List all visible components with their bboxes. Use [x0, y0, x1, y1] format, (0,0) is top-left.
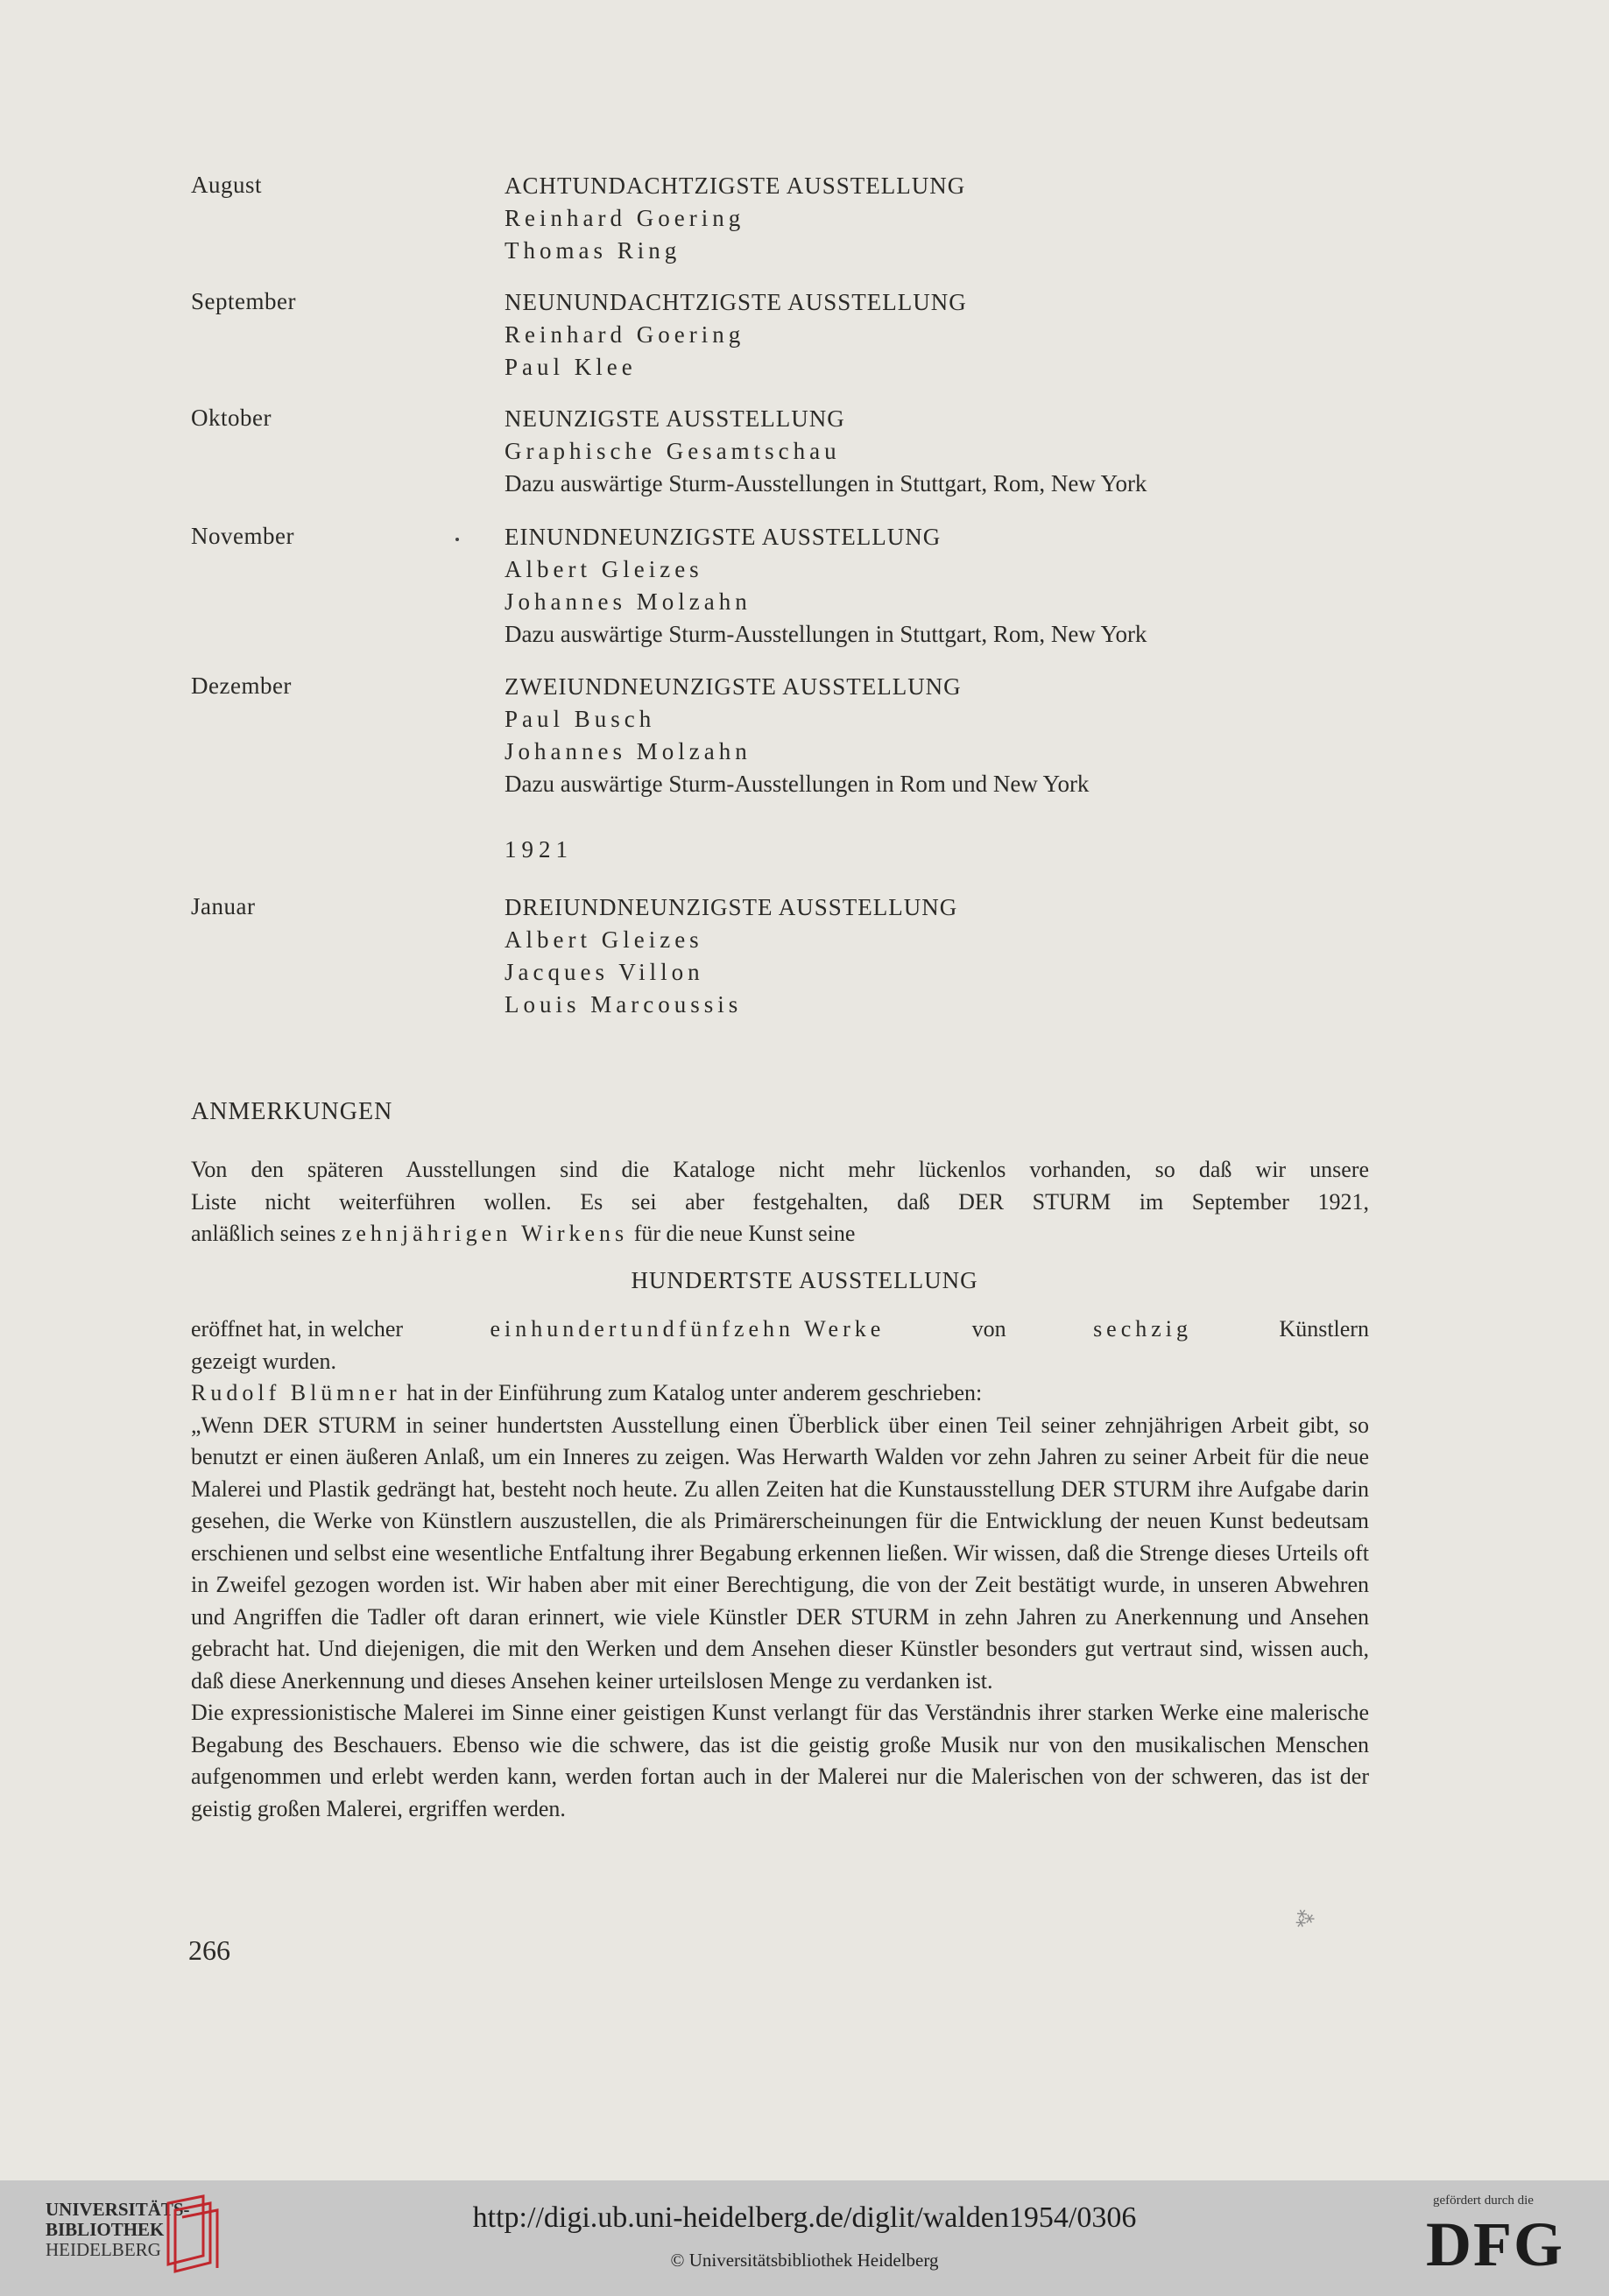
text-run: eröffnet hat, in welcher	[191, 1316, 404, 1342]
notes-paragraph	[191, 1314, 1369, 1825]
permalink-url[interactable]: http://digi.ub.uni-heidelberg.de/diglit/walden1954/0306	[472, 2201, 1137, 2234]
text-line	[191, 1314, 1369, 1346]
exhibition-title: NEUNUNDACHTZIGSTE AUSSTELLUNG	[505, 289, 967, 315]
artist-name: Louis Marcoussis	[505, 991, 743, 1018]
month-label: Oktober	[191, 405, 272, 431]
artist-name: Jacques Villon	[505, 959, 704, 985]
text-line: Von den späteren Ausstellungen sind die Kataloge nicht mehr lückenlos vorhanden, so daß wir unsere	[191, 1157, 1369, 1182]
text-run: Künstlern	[1279, 1316, 1369, 1342]
exhibition-note: Dazu auswärtige Sturm-Ausstellungen in Stuttgart, Rom, New York	[505, 621, 1147, 647]
text-run: für die neue Kunst seine	[633, 1221, 856, 1246]
artist-name: Paul Busch	[505, 706, 656, 732]
artist-name: Albert Gleizes	[505, 556, 703, 582]
artist-name: Reinhard Goering	[505, 205, 745, 231]
text-line: gezeigt wurden.	[191, 1348, 337, 1374]
library-line: HEIDELBERG	[46, 2239, 161, 2260]
exhibition-title: DREIUNDNEUNZIGSTE AUSSTELLUNG	[505, 894, 958, 920]
exhibition-title: ACHTUNDACHTZIGSTE AUSSTELLUNG	[505, 173, 966, 199]
artist-name: Reinhard Goering	[505, 321, 745, 348]
notes-paragraph	[191, 1154, 1369, 1250]
text-run: von	[971, 1316, 1006, 1342]
artist-name: Johannes Molzahn	[505, 588, 752, 615]
exhibition-entry	[505, 403, 1147, 500]
funded-by-label: gefördert durch die	[1433, 2194, 1534, 2208]
text-line	[191, 1377, 1369, 1410]
text-run: anläßlich seines	[191, 1221, 336, 1246]
exhibition-entry	[505, 521, 1147, 651]
text-run: hat in der Einführung zum Katalog unter anderem geschrieben:	[406, 1380, 983, 1405]
notes-heading: ANMERKUNGEN	[191, 1098, 393, 1125]
exhibition-note: Dazu auswärtige Sturm-Ausstellungen in Stuttgart, Rom, New York	[505, 470, 1147, 497]
exhibition-title: NEUNZIGSTE AUSSTELLUNG	[505, 405, 845, 432]
artist-name: Paul Klee	[505, 354, 637, 380]
spaced-text: zehnjährigen Wirkens	[341, 1221, 629, 1246]
pencil-mark: ⁂	[1290, 1904, 1318, 1933]
text-line	[191, 1218, 1369, 1250]
month-label: August	[191, 172, 263, 198]
library-line: UNIVERSITÄTS-	[46, 2199, 190, 2220]
exhibition-title: ZWEIUNDNEUNZIGSTE AUSSTELLUNG	[505, 673, 962, 700]
final-paragraph: Die expressionistische Malerei im Sinne einer geistigen Kunst verlangt für das Verständnis ihrer starken Werke eine malerische Begabung des Beschauers. Ebenso wie die schwere, das ist die geistig große Musik nur von den musikalischen Menschen aufgenommen und erlebt werden kann, werden fortan auch in der Malerei nur die Malerischen von der schweren, das ist der geistig großen Malerei, ergriffen werden.	[191, 1700, 1369, 1821]
year-heading: 1921	[505, 836, 573, 863]
artist-name: Thomas Ring	[505, 237, 681, 264]
spaced-text: Rudolf Blümner	[191, 1380, 401, 1405]
artist-name: Albert Gleizes	[505, 926, 703, 953]
dfg-logo: DFG	[1426, 2209, 1564, 2279]
centered-heading: HUNDERTSTE AUSSTELLUNG	[631, 1267, 978, 1293]
exhibition-entry	[505, 170, 965, 267]
library-line: BIBLIOTHEK	[46, 2219, 165, 2240]
month-label: September	[191, 288, 296, 314]
exhibition-subtitle: Graphische Gesamtschau	[505, 438, 841, 464]
month-label: November	[191, 523, 294, 549]
spaced-text: einhundertundfünfzehn Werke	[490, 1316, 886, 1342]
exhibition-entry	[505, 891, 957, 1021]
artist-name: Johannes Molzahn	[505, 738, 752, 764]
exhibition-note: Dazu auswärtige Sturm-Ausstellungen in Rom und New York	[505, 771, 1090, 797]
copyright-notice: © Universitätsbibliothek Heidelberg	[670, 2250, 939, 2271]
spaced-text: sechzig	[1093, 1316, 1193, 1342]
stray-dot	[455, 538, 459, 541]
quote-paragraph: „Wenn DER STURM in seiner hundertsten Ausstellung einen Überblick über einen Teil seiner zehnjährigen Arbeit gibt, so benutzt er einen äußeren Anlaß, um ein Inneres zu zeigen. Was Herwarth Walden vor zehn Jahren zu seiner Arbeit für die neue Malerei und Plastik gedrängt hat, besteht noch heute. Zu allen Zeiten hat die Kunstausstellung DER STURM ihre Aufgabe darin gesehen, die Werke von Künstlern auszustellen, die als Primärerscheinungen für die Entwicklung der neuen Kunst bedeutsam erschienen und selbst eine wesentliche Entfaltung ihrer Begabung erkennen ließen. Wir wissen, daß die Strenge dieses Urteils oft in Zweifel gezogen worden ist. Wir haben aber mit einer Berechtigung, die von der Zeit bestätigt wurde, in unseren Abwehren und Angriffen die Tadler oft daran erinnert, wie viele Künstler DER STURM in zehn Jahren zu Anerkennung und Ansehen gebracht hat. Und diejenigen, die mit den Werken und dem Ansehen dieser Künstler besonders gut vertraut sind, wissen auch, daß diese Anerkennung und dieses Ansehen keiner urteilslosen Menge zu verdanken ist.	[191, 1412, 1369, 1694]
exhibition-entry	[505, 671, 1089, 800]
footer-bar	[0, 2180, 1609, 2296]
text-line: Liste nicht weiterführen wollen. Es sei aber festgehalten, daß DER STURM im September 1921,	[191, 1188, 1369, 1215]
month-label: Januar	[191, 893, 256, 919]
exhibition-title: EINUNDNEUNZIGSTE AUSSTELLUNG	[505, 524, 942, 550]
page-number: 266	[188, 1934, 230, 1966]
month-label: Dezember	[191, 673, 292, 699]
exhibition-entry	[505, 286, 967, 384]
